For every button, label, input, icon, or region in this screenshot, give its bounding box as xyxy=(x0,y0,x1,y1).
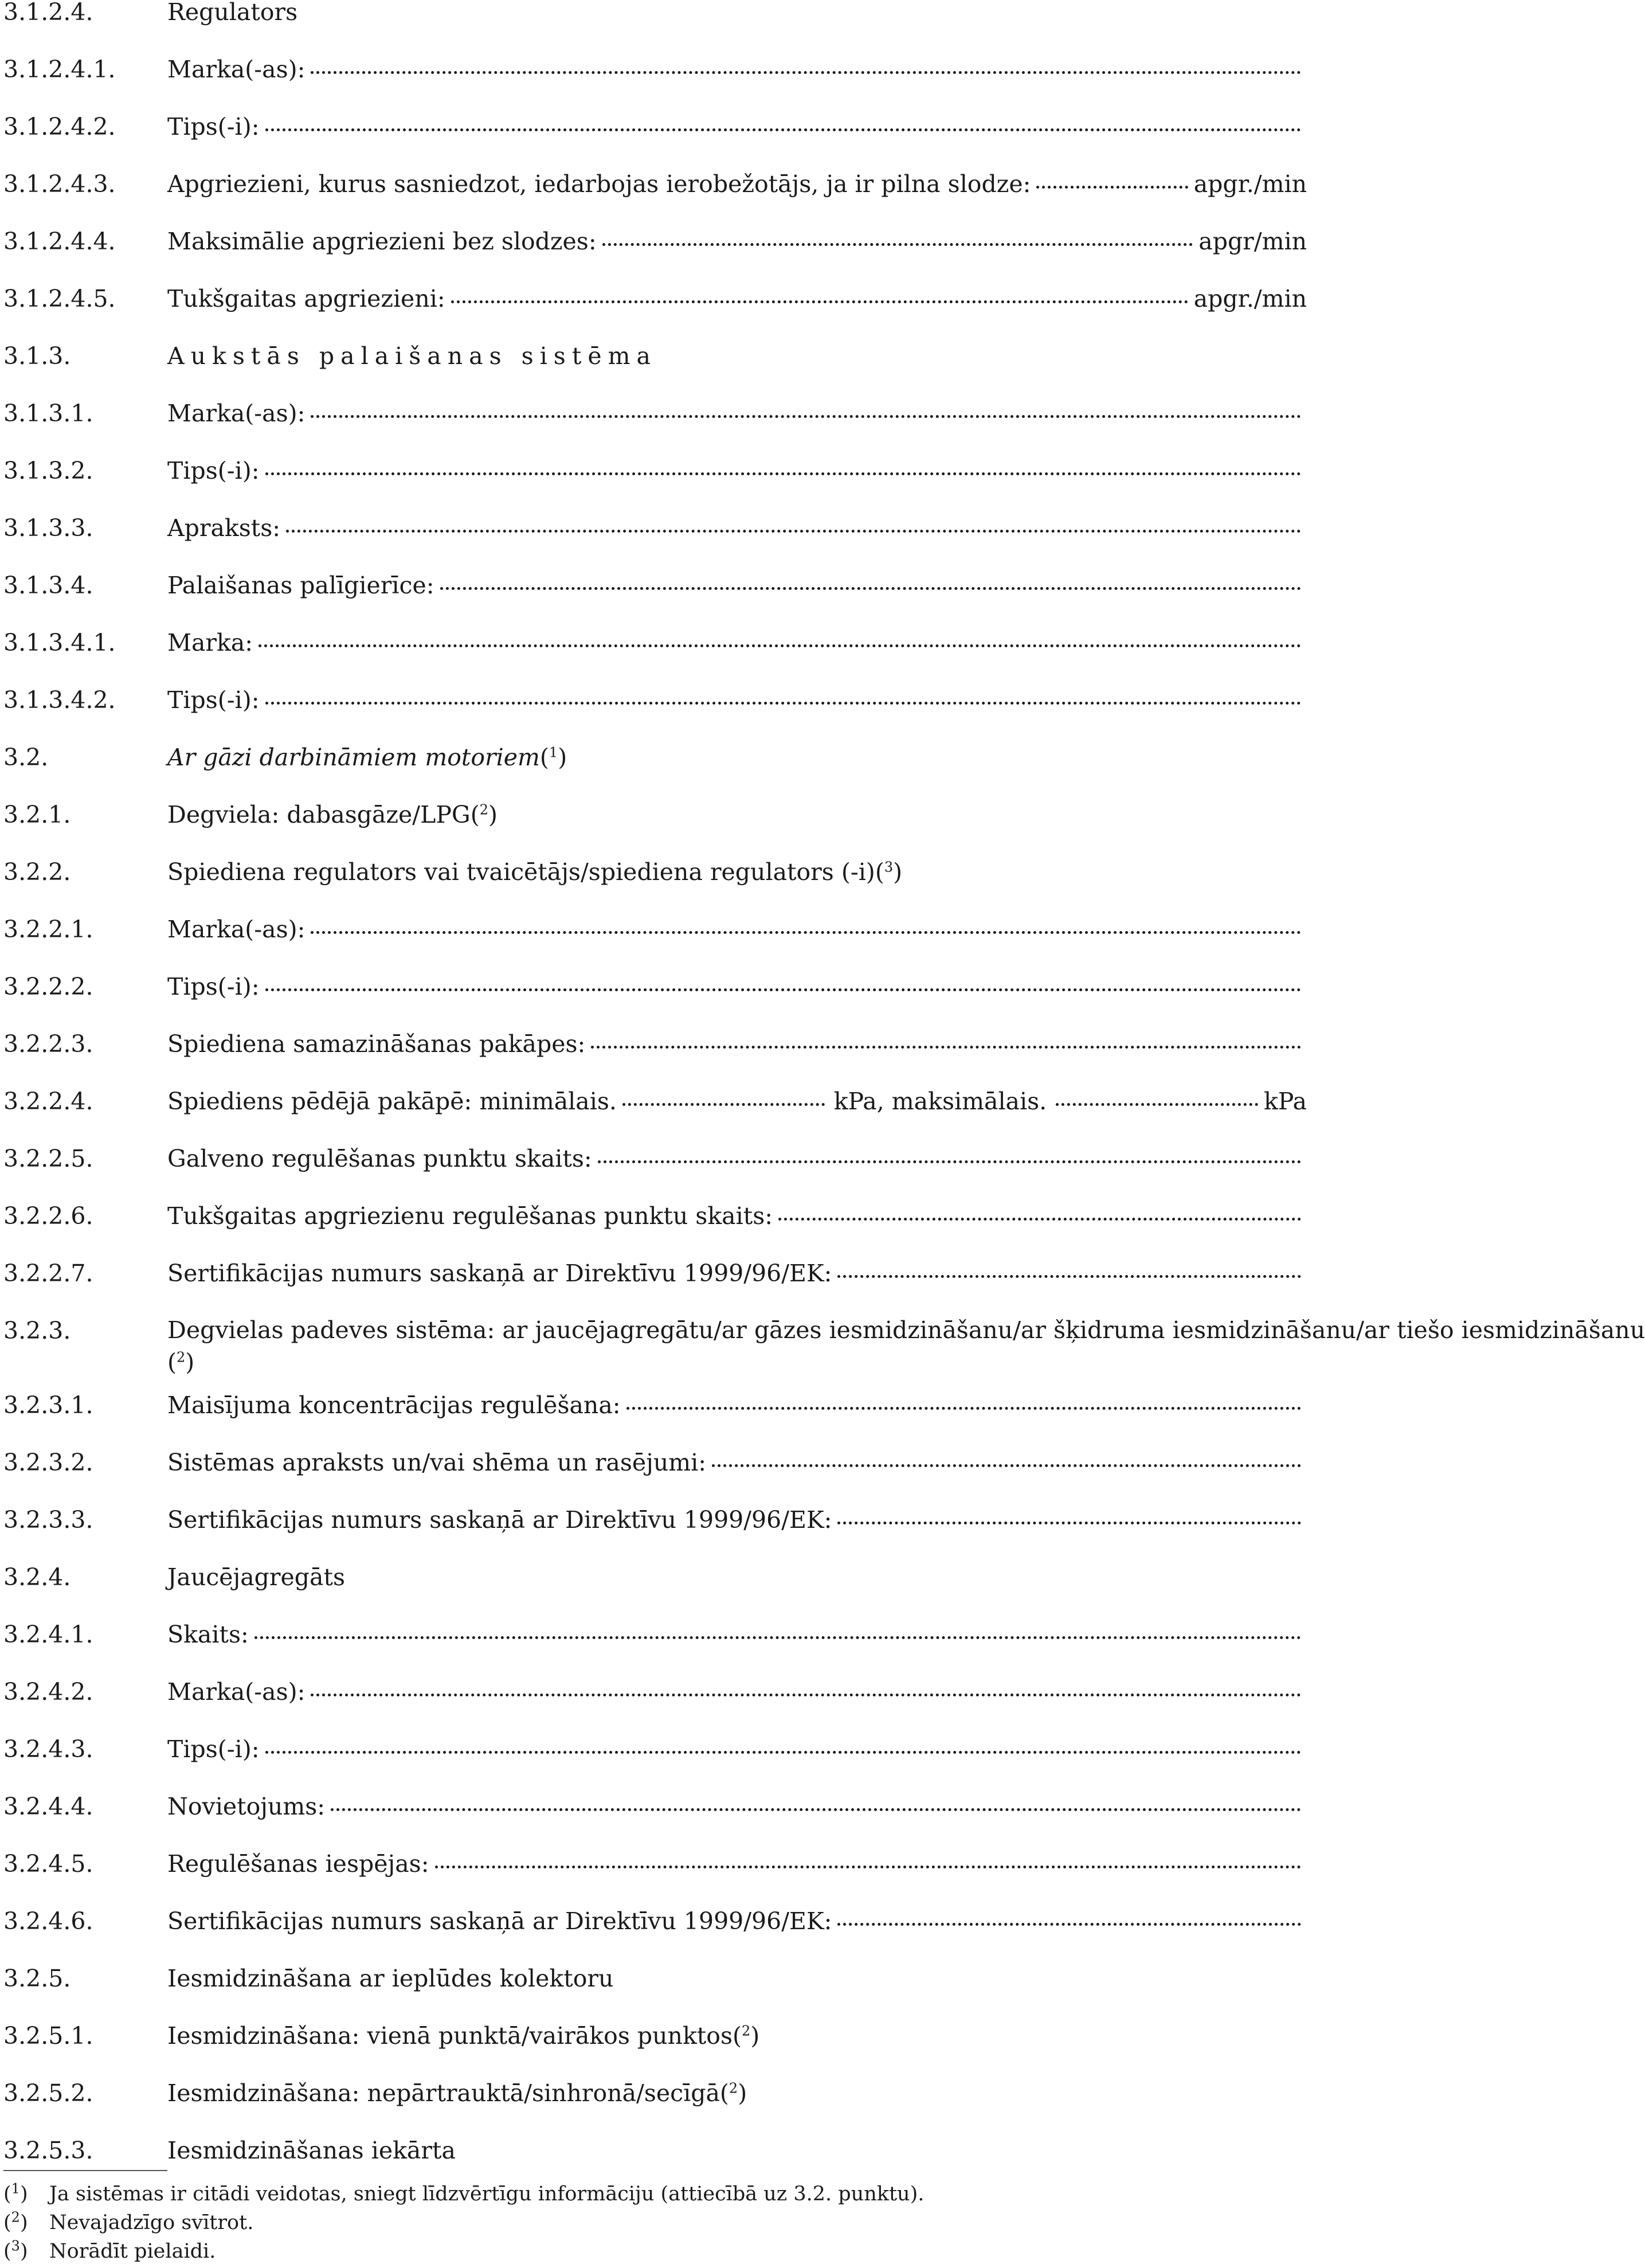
form-row xyxy=(0,1081,1310,1121)
item-number: 3.2. xyxy=(3,744,49,771)
item-number: 3.2.5.1. xyxy=(3,2022,93,2050)
footnote xyxy=(3,2181,924,2207)
footnote-mark: ($^3$) xyxy=(3,2238,28,2263)
item-content xyxy=(167,49,1307,89)
form-row xyxy=(0,2016,1310,2056)
fill-in-dotted-line[interactable] xyxy=(265,472,1301,475)
form-row xyxy=(0,1672,1310,1712)
form-row xyxy=(0,221,1310,261)
unit-suffix: apgr./min xyxy=(1193,285,1307,312)
unit-suffix: kPa xyxy=(1263,1088,1307,1115)
item-content xyxy=(167,2016,1307,2056)
footnote-ref-number: 2 xyxy=(479,801,488,818)
form-row xyxy=(0,164,1310,204)
item-number: 3.2.3.2. xyxy=(3,1449,93,1476)
item-number: 3.2.5. xyxy=(3,1965,71,1992)
form-row xyxy=(0,279,1310,319)
item-number: 3.2.2.7. xyxy=(3,1260,93,1287)
item-label: Iesmidzināšanas iekārta xyxy=(167,2137,456,2164)
form-row xyxy=(0,1958,1310,1999)
item-content xyxy=(167,393,1307,433)
item-number: 3.1.3. xyxy=(3,342,71,370)
footnote-ref: ($^2$) xyxy=(719,2079,747,2107)
fill-in-dotted-line[interactable] xyxy=(598,1160,1301,1163)
fill-in-dotted-line[interactable] xyxy=(265,128,1301,131)
form-row xyxy=(0,451,1310,491)
form-row xyxy=(0,393,1310,433)
fill-in-dotted-line[interactable] xyxy=(591,1046,1301,1049)
item-number: 3.2.3.1. xyxy=(3,1391,93,1419)
item-number: 3.2.2. xyxy=(3,858,71,886)
item-label: Ar gāzi darbināmiem motoriem xyxy=(167,744,540,771)
form-row xyxy=(0,737,1310,777)
item-label: Marka(-as): xyxy=(167,400,306,427)
item-label: Aukstās palaišanas sistēma xyxy=(167,342,657,370)
item-content xyxy=(167,967,1307,1007)
item-label: Novietojums: xyxy=(167,1793,326,1820)
item-number: 3.1.3.4.1. xyxy=(3,629,116,656)
item-label: Sertifikācijas numurs saskaņā ar Direktīvu 1999/96/EK: xyxy=(167,1506,832,1534)
item-number: 3.2.5.2. xyxy=(3,2079,93,2107)
fill-in-dotted-line[interactable] xyxy=(602,243,1193,246)
form-row xyxy=(0,2073,1310,2113)
fill-in-dotted-line[interactable] xyxy=(265,702,1301,705)
form-row xyxy=(0,0,1310,32)
item-number: 3.2.2.5. xyxy=(3,1145,93,1172)
item-label: Degviela: dabasgāze/LPG xyxy=(167,801,471,828)
item-label: Marka(-as): xyxy=(167,916,306,943)
item-label: Apgriezieni, kurus sasniedzot, iedarbojas ierobežotājs, ja ir pilna slodze: xyxy=(167,170,1031,198)
item-content xyxy=(167,1081,1307,1121)
item-label: Apraksts: xyxy=(167,514,281,542)
item-content xyxy=(167,336,1307,376)
unit-suffix: apgr/min xyxy=(1198,228,1307,255)
item-content xyxy=(167,1901,1307,1941)
fill-in-dotted-line[interactable] xyxy=(440,587,1301,590)
item-content xyxy=(167,1844,1307,1884)
item-number: 3.2.2.2. xyxy=(3,973,93,1000)
form-row xyxy=(0,336,1310,376)
form-row xyxy=(0,1196,1310,1236)
item-label: Spiediena regulators vai tvaicētājs/spiediena regulators (-i) xyxy=(167,858,875,886)
form-row xyxy=(0,1139,1310,1179)
item-number: 3.1.2.4. xyxy=(3,0,93,26)
item-label: Tips(-i): xyxy=(167,1735,260,1763)
footnote-ref: ($^2$) xyxy=(167,1348,195,1376)
item-content xyxy=(167,1614,1307,1655)
form-row xyxy=(0,1786,1310,1827)
item-content xyxy=(167,1314,1645,1378)
footnote-text: Nevajadzīgo svītrot. xyxy=(49,2211,254,2234)
footnote-mark: ($^1$) xyxy=(3,2180,28,2206)
item-number: 3.2.4.2. xyxy=(3,1678,93,1706)
unit-separator: kPa, maksimālais. xyxy=(833,1088,1047,1115)
footnote-divider xyxy=(3,2170,167,2171)
item-content xyxy=(167,1958,1307,1999)
footnote xyxy=(3,2239,216,2264)
form-row xyxy=(0,1614,1310,1655)
item-content xyxy=(167,221,1307,261)
item-number: 3.1.3.4. xyxy=(3,572,93,599)
item-content xyxy=(167,1385,1307,1425)
form-row xyxy=(0,623,1310,663)
form-row xyxy=(0,795,1310,835)
form-row xyxy=(0,909,1310,949)
item-content xyxy=(167,1786,1307,1827)
item-label: Regulators xyxy=(167,0,298,26)
item-number: 3.2.5.3. xyxy=(3,2137,93,2164)
fill-in-dotted-line[interactable] xyxy=(286,530,1301,533)
footnote-ref-number: 2 xyxy=(177,1349,186,1366)
item-number: 3.1.2.4.3. xyxy=(3,170,116,198)
form-row xyxy=(0,565,1310,605)
fill-in-dotted-line[interactable] xyxy=(837,1923,1301,1926)
fill-in-dotted-line[interactable] xyxy=(837,1522,1301,1524)
item-number: 3.2.3. xyxy=(3,1317,71,1344)
fill-in-dotted-line[interactable] xyxy=(451,300,1188,303)
item-number: 3.1.2.4.5. xyxy=(3,285,116,312)
footnote-ref: ($^1$) xyxy=(539,744,567,771)
item-number: 3.2.4.3. xyxy=(3,1735,93,1763)
form-row xyxy=(0,1253,1310,1293)
item-label: Tips(-i): xyxy=(167,973,260,1000)
fill-in-dotted-line[interactable] xyxy=(837,1275,1301,1278)
form-row xyxy=(0,680,1310,720)
form-row xyxy=(0,508,1310,548)
fill-in-dotted-line[interactable] xyxy=(626,1407,1301,1410)
footnote-mark-number: 1 xyxy=(11,2180,20,2197)
fill-in-dotted-line[interactable] xyxy=(254,1636,1301,1639)
footnote-mark-number: 2 xyxy=(11,2209,20,2226)
footnote-ref-number: 3 xyxy=(884,859,894,875)
item-number: 3.1.2.4.1. xyxy=(3,56,116,83)
item-label: Degvielas padeves sistēma: ar jaucējagregātu/ar gāzes iesmidzināšanu/ar šķidruma iesmidzināšanu/ar tiešo iesmidzināšanu xyxy=(167,1316,1645,1344)
form-row xyxy=(0,1385,1310,1425)
footnote-ref-number: 2 xyxy=(728,2080,738,2097)
fill-in-dotted-line[interactable] xyxy=(1036,186,1188,189)
form-row xyxy=(0,1311,1645,1385)
footnote-mark: ($^2$) xyxy=(3,2209,28,2234)
item-label: Iesmidzināšana: vienā punktā/vairākos punktos xyxy=(167,2022,733,2050)
item-label: Tips(-i): xyxy=(167,457,260,484)
item-label: Tips(-i): xyxy=(167,113,260,140)
footnote-ref-number: 1 xyxy=(549,744,558,761)
item-content xyxy=(167,107,1307,147)
unit-suffix: apgr./min xyxy=(1193,170,1307,198)
item-number: 3.1.3.3. xyxy=(3,514,93,542)
form-row xyxy=(0,1442,1310,1483)
item-label: Marka(-as): xyxy=(167,1678,306,1706)
item-label: Iesmidzināšana: nepārtrauktā/sinhronā/secīgā xyxy=(167,2079,720,2107)
footnote-text: Ja sistēmas ir citādi veidotas, sniegt līdzvērtīgu informāciju (attiecībā uz 3.2. punktu). xyxy=(49,2183,925,2206)
fill-in-dotted-line[interactable] xyxy=(258,644,1301,647)
item-content xyxy=(167,1024,1307,1064)
item-label: Spiediena samazināšanas pakāpes: xyxy=(167,1030,586,1058)
item-content xyxy=(167,737,1307,777)
fill-in-dotted-line[interactable] xyxy=(331,1808,1301,1811)
item-content xyxy=(167,1672,1307,1712)
item-number: 3.1.2.4.2. xyxy=(3,113,116,140)
item-label: Sertifikācijas numurs saskaņā ar Direktīvu 1999/96/EK: xyxy=(167,1907,832,1935)
item-label: Jaucējagregāts xyxy=(167,1563,345,1591)
item-content xyxy=(167,2130,1307,2171)
form-row xyxy=(0,1557,1310,1597)
item-content xyxy=(167,451,1307,491)
item-content xyxy=(167,1729,1307,1769)
item-number: 3.1.3.4.2. xyxy=(3,686,116,714)
item-label: Maksimālie apgriezieni bez slodzes: xyxy=(167,228,597,255)
item-number: 3.1.3.1. xyxy=(3,400,93,427)
item-label: Tukšgaitas apgriezienu regulēšanas punktu skaits: xyxy=(167,1202,773,1230)
form-row xyxy=(0,1729,1310,1769)
item-label: Regulēšanas iespējas: xyxy=(167,1850,429,1878)
item-content xyxy=(167,164,1307,204)
item-content xyxy=(167,1500,1307,1540)
footnote xyxy=(3,2210,253,2235)
item-number: 3.2.2.1. xyxy=(3,916,93,943)
form-row xyxy=(0,1024,1310,1064)
fill-in-dotted-line[interactable] xyxy=(265,1751,1301,1754)
footnote-mark-number: 3 xyxy=(11,2238,20,2254)
item-number: 3.2.2.3. xyxy=(3,1030,93,1058)
item-content xyxy=(167,852,1307,892)
item-content xyxy=(167,1253,1307,1293)
item-label: Sistēmas apraksts un/vai shēma un rasējumi: xyxy=(167,1449,707,1476)
item-label: Marka(-as): xyxy=(167,56,306,83)
item-label: Iesmidzināšana ar ieplūdes kolektoru xyxy=(167,1965,614,1992)
item-label: Tukšgaitas apgriezieni: xyxy=(167,285,445,312)
item-label: Maisījuma koncentrācijas regulēšana: xyxy=(167,1391,621,1419)
item-content xyxy=(167,508,1307,548)
item-content xyxy=(167,1139,1307,1179)
fill-in-dotted-line[interactable] xyxy=(435,1866,1301,1868)
item-number: 3.2.4.6. xyxy=(3,1907,93,1935)
item-content xyxy=(167,909,1307,949)
item-content xyxy=(167,1442,1307,1483)
fill-in-dotted-line[interactable] xyxy=(311,1694,1301,1696)
footnote-ref: ($^2$) xyxy=(470,801,498,828)
item-number: 3.2.2.6. xyxy=(3,1202,93,1230)
item-number: 3.2.4.5. xyxy=(3,1850,93,1878)
item-label: Sertifikācijas numurs saskaņā ar Direktīvu 1999/96/EK: xyxy=(167,1260,832,1287)
item-label: Palaišanas palīgierīce: xyxy=(167,572,434,599)
item-content xyxy=(167,1196,1307,1236)
item-content xyxy=(167,0,1307,32)
item-content xyxy=(167,623,1307,663)
form-row xyxy=(0,49,1310,89)
item-content xyxy=(167,565,1307,605)
form-row xyxy=(0,2130,1310,2171)
item-content xyxy=(167,279,1307,319)
item-label: Skaits: xyxy=(167,1621,249,1648)
item-number: 3.1.3.2. xyxy=(3,457,93,484)
item-number: 3.2.2.4. xyxy=(3,1088,93,1115)
form-row xyxy=(0,967,1310,1007)
form-row xyxy=(0,852,1310,892)
item-label: Spiediens pēdējā pakāpē: minimālais. xyxy=(167,1088,617,1115)
item-number: 3.2.4.4. xyxy=(3,1793,93,1820)
item-label: Tips(-i): xyxy=(167,686,260,714)
item-number: 3.2.4. xyxy=(3,1563,71,1591)
form-row xyxy=(0,1500,1310,1540)
item-content xyxy=(167,680,1307,720)
item-number: 3.2.1. xyxy=(3,801,71,828)
footnote-ref-number: 2 xyxy=(742,2023,751,2039)
fill-in-dotted-line[interactable] xyxy=(712,1464,1301,1467)
fill-in-dotted-line[interactable] xyxy=(265,988,1301,991)
item-number: 3.2.3.3. xyxy=(3,1506,93,1534)
form-row xyxy=(0,107,1310,147)
item-number: 3.1.2.4.4. xyxy=(3,228,116,255)
fill-in-dotted-line[interactable] xyxy=(311,931,1301,934)
item-content xyxy=(167,795,1307,835)
item-number: 3.2.4.1. xyxy=(3,1621,93,1648)
footnote-ref: ($^2$) xyxy=(733,2022,760,2050)
footnote-text: Norādīt pielaidi. xyxy=(49,2240,216,2263)
fill-in-dotted-line[interactable] xyxy=(1056,1103,1258,1106)
fill-in-dotted-line[interactable] xyxy=(778,1218,1301,1221)
item-content xyxy=(167,2073,1307,2113)
form-row xyxy=(0,1901,1310,1941)
form-row xyxy=(0,1844,1310,1884)
footnote-ref: ($^3$) xyxy=(875,858,903,886)
fill-in-dotted-line[interactable] xyxy=(622,1103,825,1106)
fill-in-dotted-line[interactable] xyxy=(311,71,1301,74)
item-content xyxy=(167,1557,1307,1597)
item-label: Galveno regulēšanas punktu skaits: xyxy=(167,1145,592,1172)
fill-in-dotted-line[interactable] xyxy=(311,415,1301,418)
item-label: Marka: xyxy=(167,629,253,656)
